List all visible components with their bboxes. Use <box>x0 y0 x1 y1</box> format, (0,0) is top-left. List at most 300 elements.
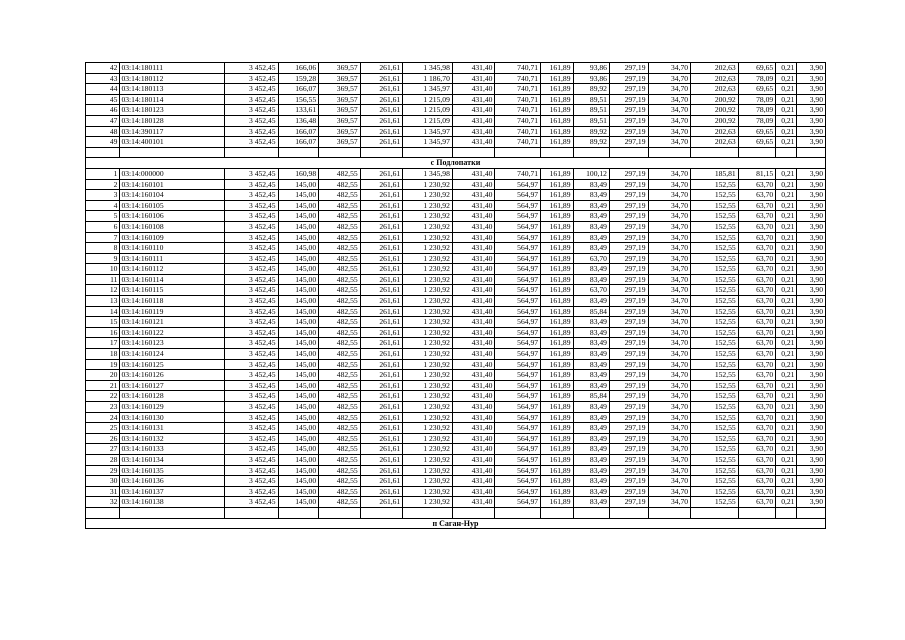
value-cell: 145,00 <box>278 359 319 370</box>
value-cell: 34,70 <box>648 200 691 211</box>
value-cell: 0,21 <box>776 306 797 317</box>
table-row <box>86 137 826 148</box>
value-cell: 564,97 <box>495 391 541 402</box>
value-cell: 0,21 <box>776 115 797 126</box>
value-cell: 161,89 <box>541 423 573 434</box>
value-cell: 161,89 <box>541 454 573 465</box>
value-cell: 261,61 <box>360 84 403 95</box>
row-number-cell: 5 <box>86 211 120 222</box>
row-number-cell: 43 <box>86 73 120 84</box>
value-cell: 482,55 <box>319 264 361 275</box>
row-number-cell: 3 <box>86 190 120 201</box>
value-cell: 3 452,45 <box>224 497 278 508</box>
value-cell: 83,49 <box>573 380 609 391</box>
cadastral-code-cell: 03:14:160119 <box>120 306 224 317</box>
value-cell: 369,57 <box>319 126 361 137</box>
value-cell: 83,49 <box>573 465 609 476</box>
cadastral-code-cell: 03:14:160111 <box>120 253 224 264</box>
empty-cell <box>648 507 691 518</box>
value-cell: 161,89 <box>541 94 573 105</box>
value-cell: 160,98 <box>278 168 319 179</box>
table-row <box>86 168 826 179</box>
value-cell: 0,21 <box>776 63 797 74</box>
value-cell: 431,40 <box>452 168 495 179</box>
value-cell: 1 345,98 <box>403 63 453 74</box>
table-row <box>86 306 826 317</box>
value-cell: 482,55 <box>319 349 361 360</box>
table-row <box>86 380 826 391</box>
cadastral-code-cell: 03:14:160118 <box>120 296 224 307</box>
value-cell: 482,55 <box>319 190 361 201</box>
value-cell: 297,19 <box>609 264 648 275</box>
empty-cell <box>403 147 453 158</box>
value-cell: 78,09 <box>738 94 776 105</box>
value-cell: 297,19 <box>609 412 648 423</box>
value-cell: 3 452,45 <box>224 412 278 423</box>
value-cell: 431,40 <box>452 486 495 497</box>
value-cell: 145,00 <box>278 296 319 307</box>
cadastral-code-cell: 03:14:160133 <box>120 444 224 455</box>
value-cell: 1 230,92 <box>403 264 453 275</box>
value-cell: 63,70 <box>738 391 776 402</box>
value-cell: 297,19 <box>609 190 648 201</box>
value-cell: 482,55 <box>319 454 361 465</box>
value-cell: 564,97 <box>495 349 541 360</box>
value-cell: 83,49 <box>573 497 609 508</box>
value-cell: 85,84 <box>573 306 609 317</box>
value-cell: 152,55 <box>691 200 739 211</box>
value-cell: 93,86 <box>573 63 609 74</box>
empty-cell <box>541 147 573 158</box>
value-cell: 34,70 <box>648 327 691 338</box>
value-cell: 3 452,45 <box>224 274 278 285</box>
value-cell: 261,61 <box>360 168 403 179</box>
value-cell: 34,70 <box>648 391 691 402</box>
value-cell: 34,70 <box>648 285 691 296</box>
value-cell: 63,70 <box>738 179 776 190</box>
value-cell: 0,21 <box>776 211 797 222</box>
value-cell: 1 230,92 <box>403 317 453 328</box>
value-cell: 431,40 <box>452 137 495 148</box>
cadastral-code-cell: 03:14:160123 <box>120 338 224 349</box>
value-cell: 89,51 <box>573 115 609 126</box>
value-cell: 0,21 <box>776 349 797 360</box>
value-cell: 34,70 <box>648 137 691 148</box>
value-cell: 1 345,98 <box>403 168 453 179</box>
value-cell: 161,89 <box>541 402 573 413</box>
value-cell: 161,89 <box>541 105 573 116</box>
value-cell: 431,40 <box>452 105 495 116</box>
value-cell: 152,55 <box>691 402 739 413</box>
cadastral-code-cell: 03:14:000000 <box>120 168 224 179</box>
value-cell: 261,61 <box>360 476 403 487</box>
value-cell: 0,21 <box>776 476 797 487</box>
value-cell: 564,97 <box>495 454 541 465</box>
empty-cell <box>797 147 826 158</box>
value-cell: 69,65 <box>738 137 776 148</box>
value-cell: 3 452,45 <box>224 137 278 148</box>
value-cell: 34,70 <box>648 412 691 423</box>
row-number-cell: 19 <box>86 359 120 370</box>
table-row <box>86 476 826 487</box>
value-cell: 1 230,92 <box>403 200 453 211</box>
value-cell: 564,97 <box>495 370 541 381</box>
value-cell: 482,55 <box>319 211 361 222</box>
value-cell: 431,40 <box>452 179 495 190</box>
empty-cell <box>495 147 541 158</box>
value-cell: 34,70 <box>648 306 691 317</box>
row-number-cell: 9 <box>86 253 120 264</box>
value-cell: 145,00 <box>278 465 319 476</box>
value-cell: 161,89 <box>541 73 573 84</box>
value-cell: 34,70 <box>648 264 691 275</box>
value-cell: 431,40 <box>452 232 495 243</box>
empty-cell <box>573 147 609 158</box>
row-number-cell: 26 <box>86 433 120 444</box>
value-cell: 161,89 <box>541 465 573 476</box>
value-cell: 3 452,45 <box>224 105 278 116</box>
cadastral-code-cell: 03:14:160106 <box>120 211 224 222</box>
value-cell: 3 452,45 <box>224 370 278 381</box>
cadastral-code-cell: 03:14:160127 <box>120 380 224 391</box>
value-cell: 83,49 <box>573 444 609 455</box>
value-cell: 145,00 <box>278 370 319 381</box>
value-cell: 482,55 <box>319 370 361 381</box>
value-cell: 161,89 <box>541 126 573 137</box>
value-cell: 261,61 <box>360 126 403 137</box>
value-cell: 564,97 <box>495 232 541 243</box>
value-cell: 1 230,92 <box>403 444 453 455</box>
row-number-cell: 28 <box>86 454 120 465</box>
value-cell: 3,90 <box>797 370 826 381</box>
value-cell: 161,89 <box>541 84 573 95</box>
value-cell: 3 452,45 <box>224 243 278 254</box>
value-cell: 369,57 <box>319 94 361 105</box>
value-cell: 431,40 <box>452 274 495 285</box>
value-cell: 261,61 <box>360 444 403 455</box>
cadastral-code-cell: 03:14:160109 <box>120 232 224 243</box>
value-cell: 3,90 <box>797 115 826 126</box>
value-cell: 431,40 <box>452 380 495 391</box>
value-cell: 152,55 <box>691 370 739 381</box>
value-cell: 1 230,92 <box>403 211 453 222</box>
value-cell: 3,90 <box>797 433 826 444</box>
value-cell: 0,21 <box>776 73 797 84</box>
value-cell: 261,61 <box>360 423 403 434</box>
value-cell: 63,70 <box>738 285 776 296</box>
value-cell: 3,90 <box>797 63 826 74</box>
value-cell: 78,09 <box>738 115 776 126</box>
value-cell: 3,90 <box>797 232 826 243</box>
value-cell: 431,40 <box>452 243 495 254</box>
value-cell: 3,90 <box>797 168 826 179</box>
cadastral-code-cell: 03:14:160130 <box>120 412 224 423</box>
value-cell: 152,55 <box>691 412 739 423</box>
value-cell: 431,40 <box>452 359 495 370</box>
value-cell: 482,55 <box>319 327 361 338</box>
value-cell: 145,00 <box>278 423 319 434</box>
value-cell: 152,55 <box>691 232 739 243</box>
value-cell: 3 452,45 <box>224 296 278 307</box>
value-cell: 3,90 <box>797 306 826 317</box>
value-cell: 145,00 <box>278 221 319 232</box>
cadastral-code-cell: 03:14:160136 <box>120 476 224 487</box>
value-cell: 152,55 <box>691 338 739 349</box>
row-number-cell: 17 <box>86 338 120 349</box>
value-cell: 145,00 <box>278 211 319 222</box>
value-cell: 431,40 <box>452 349 495 360</box>
value-cell: 145,00 <box>278 444 319 455</box>
value-cell: 161,89 <box>541 190 573 201</box>
value-cell: 1 230,92 <box>403 412 453 423</box>
value-cell: 297,19 <box>609 338 648 349</box>
value-cell: 161,89 <box>541 243 573 254</box>
value-cell: 482,55 <box>319 200 361 211</box>
value-cell: 564,97 <box>495 221 541 232</box>
empty-cell <box>319 147 361 158</box>
value-cell: 145,00 <box>278 243 319 254</box>
value-cell: 145,00 <box>278 402 319 413</box>
value-cell: 161,89 <box>541 306 573 317</box>
value-cell: 1 230,92 <box>403 338 453 349</box>
value-cell: 34,70 <box>648 94 691 105</box>
value-cell: 3 452,45 <box>224 402 278 413</box>
value-cell: 63,70 <box>738 423 776 434</box>
value-cell: 0,21 <box>776 126 797 137</box>
value-cell: 63,70 <box>738 221 776 232</box>
value-cell: 3,90 <box>797 465 826 476</box>
value-cell: 297,19 <box>609 211 648 222</box>
value-cell: 200,92 <box>691 94 739 105</box>
value-cell: 152,55 <box>691 253 739 264</box>
value-cell: 3 452,45 <box>224 327 278 338</box>
value-cell: 0,21 <box>776 465 797 476</box>
value-cell: 152,55 <box>691 380 739 391</box>
table-row <box>86 465 826 476</box>
value-cell: 34,70 <box>648 465 691 476</box>
row-number-cell: 20 <box>86 370 120 381</box>
row-number-cell: 18 <box>86 349 120 360</box>
row-number-cell: 1 <box>86 168 120 179</box>
value-cell: 1 215,09 <box>403 105 453 116</box>
value-cell: 89,92 <box>573 126 609 137</box>
cadastral-code-cell: 03:14:160124 <box>120 349 224 360</box>
value-cell: 431,40 <box>452 73 495 84</box>
value-cell: 83,49 <box>573 211 609 222</box>
cadastral-code-cell: 03:14:180123 <box>120 105 224 116</box>
value-cell: 297,19 <box>609 73 648 84</box>
empty-cell <box>573 507 609 518</box>
value-cell: 0,21 <box>776 137 797 148</box>
value-cell: 0,21 <box>776 221 797 232</box>
value-cell: 152,55 <box>691 296 739 307</box>
value-cell: 740,71 <box>495 73 541 84</box>
row-number-cell: 7 <box>86 232 120 243</box>
cadastral-code-cell: 03:14:180113 <box>120 84 224 95</box>
value-cell: 482,55 <box>319 243 361 254</box>
value-cell: 0,21 <box>776 232 797 243</box>
value-cell: 0,21 <box>776 264 797 275</box>
value-cell: 202,63 <box>691 137 739 148</box>
value-cell: 431,40 <box>452 84 495 95</box>
value-cell: 3 452,45 <box>224 126 278 137</box>
cadastral-code-cell: 03:14:160108 <box>120 221 224 232</box>
value-cell: 297,19 <box>609 317 648 328</box>
value-cell: 482,55 <box>319 306 361 317</box>
value-cell: 431,40 <box>452 296 495 307</box>
value-cell: 63,70 <box>738 200 776 211</box>
value-cell: 83,49 <box>573 232 609 243</box>
value-cell: 133,61 <box>278 105 319 116</box>
value-cell: 1 230,92 <box>403 296 453 307</box>
value-cell: 0,21 <box>776 243 797 254</box>
empty-cell <box>278 507 319 518</box>
value-cell: 431,40 <box>452 94 495 105</box>
row-number-cell: 11 <box>86 274 120 285</box>
value-cell: 3,90 <box>797 476 826 487</box>
table-row <box>86 243 826 254</box>
value-cell: 34,70 <box>648 444 691 455</box>
value-cell: 69,65 <box>738 126 776 137</box>
value-cell: 63,70 <box>738 349 776 360</box>
value-cell: 3,90 <box>797 264 826 275</box>
value-cell: 63,70 <box>738 232 776 243</box>
value-cell: 69,65 <box>738 84 776 95</box>
value-cell: 482,55 <box>319 168 361 179</box>
value-cell: 63,70 <box>573 253 609 264</box>
empty-cell <box>86 147 120 158</box>
empty-cell <box>120 147 224 158</box>
value-cell: 3 452,45 <box>224 338 278 349</box>
value-cell: 3 452,45 <box>224 317 278 328</box>
row-number-cell: 46 <box>86 105 120 116</box>
value-cell: 3 452,45 <box>224 433 278 444</box>
value-cell: 261,61 <box>360 73 403 84</box>
value-cell: 152,55 <box>691 349 739 360</box>
value-cell: 166,06 <box>278 63 319 74</box>
value-cell: 161,89 <box>541 296 573 307</box>
table-row <box>86 264 826 275</box>
value-cell: 3,90 <box>797 211 826 222</box>
value-cell: 261,61 <box>360 137 403 148</box>
value-cell: 3 452,45 <box>224 285 278 296</box>
value-cell: 156,55 <box>278 94 319 105</box>
value-cell: 431,40 <box>452 391 495 402</box>
value-cell: 3,90 <box>797 317 826 328</box>
row-number-cell: 22 <box>86 391 120 402</box>
value-cell: 34,70 <box>648 168 691 179</box>
value-cell: 63,70 <box>738 243 776 254</box>
value-cell: 297,19 <box>609 105 648 116</box>
table-row <box>86 296 826 307</box>
value-cell: 152,55 <box>691 359 739 370</box>
value-cell: 297,19 <box>609 115 648 126</box>
value-cell: 3 452,45 <box>224 476 278 487</box>
row-number-cell: 24 <box>86 412 120 423</box>
value-cell: 34,70 <box>648 486 691 497</box>
empty-cell <box>691 147 739 158</box>
value-cell: 261,61 <box>360 200 403 211</box>
row-number-cell: 49 <box>86 137 120 148</box>
value-cell: 3,90 <box>797 359 826 370</box>
tariff-table <box>85 62 826 529</box>
value-cell: 81,15 <box>738 168 776 179</box>
value-cell: 63,70 <box>738 306 776 317</box>
value-cell: 63,70 <box>738 402 776 413</box>
value-cell: 85,84 <box>573 391 609 402</box>
value-cell: 161,89 <box>541 200 573 211</box>
value-cell: 145,00 <box>278 253 319 264</box>
table-row <box>86 211 826 222</box>
value-cell: 297,19 <box>609 168 648 179</box>
empty-cell <box>452 507 495 518</box>
table-row <box>86 115 826 126</box>
value-cell: 145,00 <box>278 486 319 497</box>
value-cell: 145,00 <box>278 433 319 444</box>
value-cell: 34,70 <box>648 296 691 307</box>
value-cell: 161,89 <box>541 444 573 455</box>
value-cell: 1 345,97 <box>403 137 453 148</box>
value-cell: 152,55 <box>691 423 739 434</box>
value-cell: 3,90 <box>797 190 826 201</box>
value-cell: 1 230,92 <box>403 190 453 201</box>
value-cell: 564,97 <box>495 285 541 296</box>
value-cell: 83,49 <box>573 296 609 307</box>
row-number-cell: 48 <box>86 126 120 137</box>
value-cell: 564,97 <box>495 327 541 338</box>
value-cell: 69,65 <box>738 63 776 74</box>
value-cell: 161,89 <box>541 253 573 264</box>
value-cell: 161,89 <box>541 137 573 148</box>
spacer-row <box>86 147 826 158</box>
value-cell: 431,40 <box>452 200 495 211</box>
cadastral-code-cell: 03:14:160121 <box>120 317 224 328</box>
cadastral-code-cell: 03:14:180114 <box>120 94 224 105</box>
value-cell: 34,70 <box>648 232 691 243</box>
value-cell: 89,51 <box>573 105 609 116</box>
value-cell: 0,21 <box>776 423 797 434</box>
row-number-cell: 44 <box>86 84 120 95</box>
value-cell: 145,00 <box>278 497 319 508</box>
value-cell: 482,55 <box>319 433 361 444</box>
value-cell: 34,70 <box>648 497 691 508</box>
value-cell: 482,55 <box>319 497 361 508</box>
document-sheet <box>85 62 826 529</box>
value-cell: 3 452,45 <box>224 454 278 465</box>
value-cell: 564,97 <box>495 423 541 434</box>
empty-cell <box>797 507 826 518</box>
value-cell: 297,19 <box>609 370 648 381</box>
value-cell: 152,55 <box>691 264 739 275</box>
table-row <box>86 179 826 190</box>
value-cell: 3 452,45 <box>224 253 278 264</box>
cadastral-code-cell: 03:14:160134 <box>120 454 224 465</box>
value-cell: 740,71 <box>495 137 541 148</box>
cadastral-code-cell: 03:14:160129 <box>120 402 224 413</box>
value-cell: 1 230,92 <box>403 497 453 508</box>
value-cell: 297,19 <box>609 285 648 296</box>
value-cell: 63,70 <box>738 465 776 476</box>
value-cell: 3 452,45 <box>224 486 278 497</box>
empty-cell <box>120 507 224 518</box>
value-cell: 261,61 <box>360 349 403 360</box>
table-row <box>86 105 826 116</box>
value-cell: 161,89 <box>541 285 573 296</box>
cadastral-code-cell: 03:14:160125 <box>120 359 224 370</box>
value-cell: 3,90 <box>797 179 826 190</box>
value-cell: 3,90 <box>797 84 826 95</box>
value-cell: 34,70 <box>648 370 691 381</box>
